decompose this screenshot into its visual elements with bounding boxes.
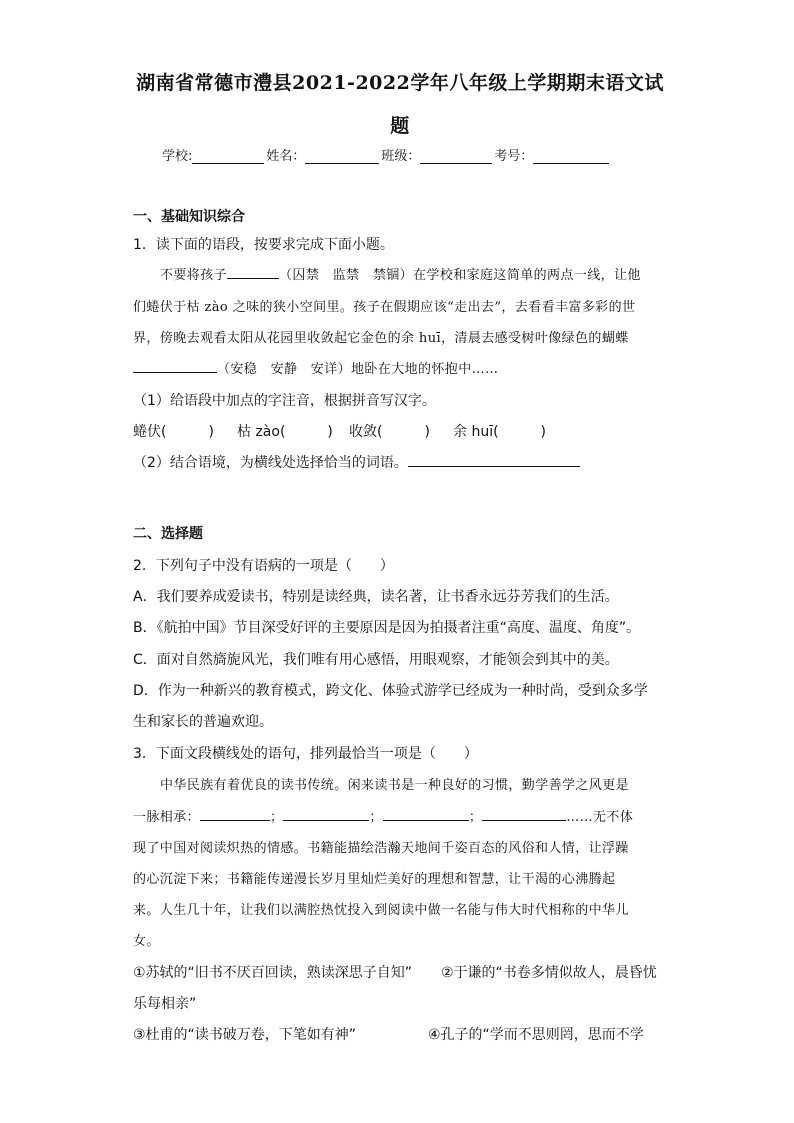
answer-blank[interactable] <box>133 359 217 373</box>
passage-line-1 <box>160 264 641 283</box>
question-3-passage-line-3: 现了中国对阅读炽热的情感。书籍能描绘浩瀚天地间千姿百态的风俗和人情，让浮躁 <box>133 841 629 856</box>
passage-text: （安稳 安静 安详）地卧在大地的怀抱中…… <box>217 362 499 377</box>
question-1-stem: 1．读下面的语段，按要求完成下面小题。 <box>133 237 394 253</box>
section-heading-1: 一、基础知识综合 <box>133 209 245 225</box>
question-3-option-3: ③杜甫的“读书破万卷，下笔如有神” <box>133 1027 357 1043</box>
passage-line-2: 们蜷伏于枯 zào 之味的狭小空间里。孩子在假期应该“走出去”，去看看丰富多彩的世 <box>133 300 636 315</box>
school-label: 学校: <box>162 149 193 164</box>
name-label: 姓名： <box>266 149 306 164</box>
passage-line-3: 界，傍晚去观看太阳从花园里收敛起它金色的余 huī，清晨去感受树叶像绿色的蝴蝶 <box>133 331 629 346</box>
question-3-stem: 3．下面文段横线处的语句，排列最恰当一项是（ ） <box>133 746 478 762</box>
question-3-passage-line-6: 女。 <box>133 934 160 949</box>
answer-blank[interactable] <box>383 807 469 821</box>
section-heading-2: 二、选择题 <box>133 526 203 542</box>
passage-text: ……无不体 <box>566 810 634 825</box>
passage-line-4 <box>133 358 498 377</box>
sub-question-2 <box>133 452 580 472</box>
sub-question-1: （1）给语段中加点的字注音，根据拼音写汉字。 <box>133 393 436 409</box>
class-field[interactable] <box>420 149 492 164</box>
pinyin-item[interactable]: 枯 zào( ) <box>237 424 333 440</box>
page-title: 湖南省常德市澧县2021-2022学年八年级上学期期末语文试 <box>136 72 664 94</box>
question-3-passage-line-5: 来。人生几十年，让我们以满腔热忱投入到阅读中做一名能与伟大时代相称的中华儿 <box>133 903 629 918</box>
page-title-continued: 题 <box>390 115 410 137</box>
question-3-option-4: ④孔子的“学而不思则罔，思而不学 <box>428 1027 644 1043</box>
question-3-option-2-continued: 乐每相亲” <box>133 996 197 1012</box>
name-field[interactable] <box>305 149 379 164</box>
question-3-passage-line-2: 一脉相承： ； ； ； ……无不体 <box>133 806 633 825</box>
answer-blank[interactable] <box>200 807 270 821</box>
pinyin-item[interactable]: 余 huī( ) <box>453 424 547 440</box>
pinyin-answer-row <box>133 421 563 441</box>
question-2-stem: 2．下列句子中没有语病的一项是（ ） <box>133 558 394 574</box>
pinyin-item[interactable]: 收敛( ) <box>349 424 430 440</box>
question-3-option-2: ②于谦的“书卷多情似故人，晨昏忧 <box>441 965 657 981</box>
number-field[interactable] <box>533 149 609 164</box>
number-label: 考号： <box>494 149 534 164</box>
pinyin-item[interactable]: 蜷伏( ) <box>133 424 214 440</box>
student-info-row <box>162 145 611 164</box>
sub-question-2-text: （2）结合语境，为横线处选择恰当的词语。 <box>133 455 408 471</box>
question-2-option-d[interactable]: D．作为一种新兴的教育模式，跨文化、体验式游学已经成为一种时尚，受到众多学 <box>133 683 648 699</box>
question-2-option-d-continued: 生和家长的普遍欢迎。 <box>133 714 273 730</box>
question-3-passage-line-1: 中华民族有着优良的读书传统。闲来读书是一种良好的习惯，勤学善学之风更是 <box>160 778 630 793</box>
school-field[interactable] <box>192 149 264 164</box>
passage-text: （囚禁 监禁 禁锢）在学校和家庭这简单的两点一线，让他 <box>279 268 641 283</box>
passage-text: 一脉相承： <box>133 810 201 825</box>
answer-blank[interactable] <box>482 807 566 821</box>
passage-text: 不要将孩子 <box>160 268 228 283</box>
answer-blank[interactable] <box>283 807 369 821</box>
answer-blank[interactable] <box>408 453 580 467</box>
question-2-option-b[interactable]: B．《航拍中国》节目深受好评的主要原因是因为拍摄者注重“高度、温度、角度”。 <box>133 620 641 636</box>
answer-blank[interactable] <box>227 265 279 279</box>
question-2-option-a[interactable]: A．我们要养成爱读书，特别是读经典，读名著，让书香永远芬芳我们的生活。 <box>133 589 619 605</box>
question-3-passage-line-4: 的心沉淀下来；书籍能传递漫长岁月里灿烂美好的理想和智慧，让干渴的心沸腾起 <box>133 872 616 887</box>
question-3-option-1: ①苏轼的“旧书不厌百回读，熟读深思子自知” <box>133 965 413 981</box>
class-label: 班级： <box>381 149 421 164</box>
question-2-option-c[interactable]: C．面对自然旖旎风光，我们唯有用心感悟，用眼观察，才能领会到其中的美。 <box>133 652 619 668</box>
